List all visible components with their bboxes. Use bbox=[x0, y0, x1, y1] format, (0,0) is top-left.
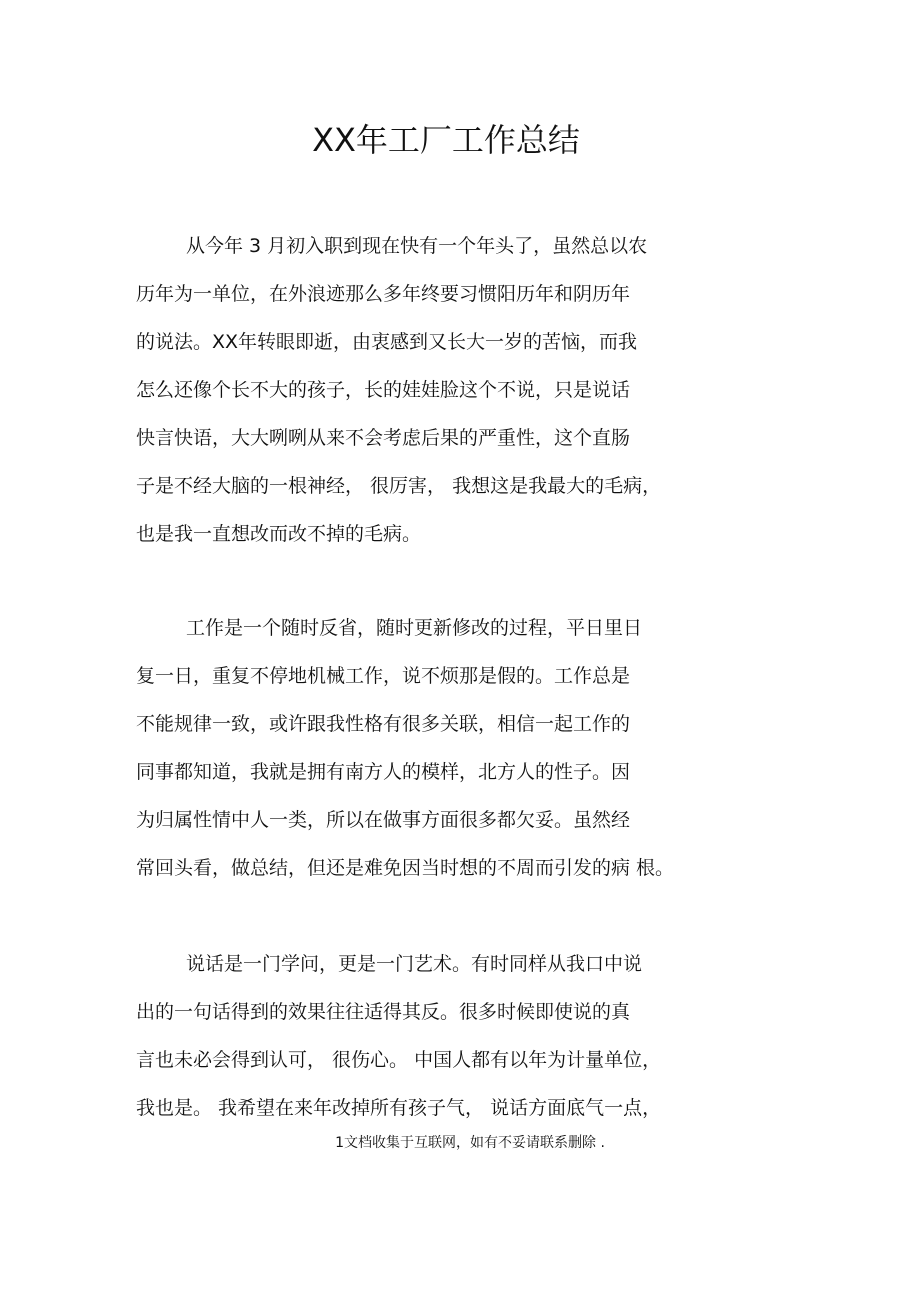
paragraph-line: 出的一句话得到的效果往往适得其反。很多时候即使说的真 bbox=[136, 1001, 631, 1023]
paragraph-line: 从今年 3 月初入职到现在快有一个年头了，虽然总以农 bbox=[186, 235, 648, 257]
paragraph-line: 同事都知道，我就是拥有南方人的模样，北方人的性子。因 bbox=[136, 761, 631, 783]
paragraph-line: 说话是一门学问，更是一门艺术。有时同样从我口中说 bbox=[186, 953, 643, 975]
paragraph-line: 常回头看，做总结，但还是难免因当时想的不周而引发的病 根。 bbox=[136, 857, 675, 879]
paragraph-line: 的说法。XX年转眼即逝，由衷感到又长大一岁的苦恼，而我 bbox=[136, 331, 638, 353]
paragraph-line: 怎么还像个长不大的孩子，长的娃娃脸这个不说，只是说话 bbox=[136, 379, 631, 401]
paragraph-line: 我也是。 我希望在来年改掉所有孩子气， 说话方面底气一点， bbox=[136, 1097, 662, 1119]
paragraph-line: 工作是一个随时反省，随时更新修改的过程，平日里日 bbox=[186, 617, 643, 639]
paragraph-line: 为归属性情中人一类，所以在做事方面很多都欠妥。虽然经 bbox=[136, 809, 631, 831]
paragraph-line: 子是不经大脑的一根神经， 很厉害， 我想这是我最大的毛病， bbox=[136, 475, 662, 497]
page-footer: 1文档收集于互联网，如有不妥请联系删除 . bbox=[335, 1135, 605, 1151]
document-title: XX年工厂工作总结 bbox=[312, 121, 580, 159]
paragraph-line: 言也未必会得到认可， 很伤心。 中国人都有以年为计量单位， bbox=[136, 1049, 662, 1071]
paragraph-line: 历年为一单位，在外浪迹那么多年终要习惯阳历年和阴历年 bbox=[136, 283, 631, 305]
paragraph-line: 也是我一直想改而改不掉的毛病。 bbox=[136, 523, 422, 545]
paragraph-line: 复一日，重复不停地机械工作，说不烦那是假的。工作总是 bbox=[136, 665, 631, 687]
paragraph-line: 不能规律一致，或许跟我性格有很多关联，相信一起工作的 bbox=[136, 713, 631, 735]
paragraph-line: 快言快语，大大咧咧从来不会考虑后果的严重性，这个直肠 bbox=[136, 427, 631, 449]
